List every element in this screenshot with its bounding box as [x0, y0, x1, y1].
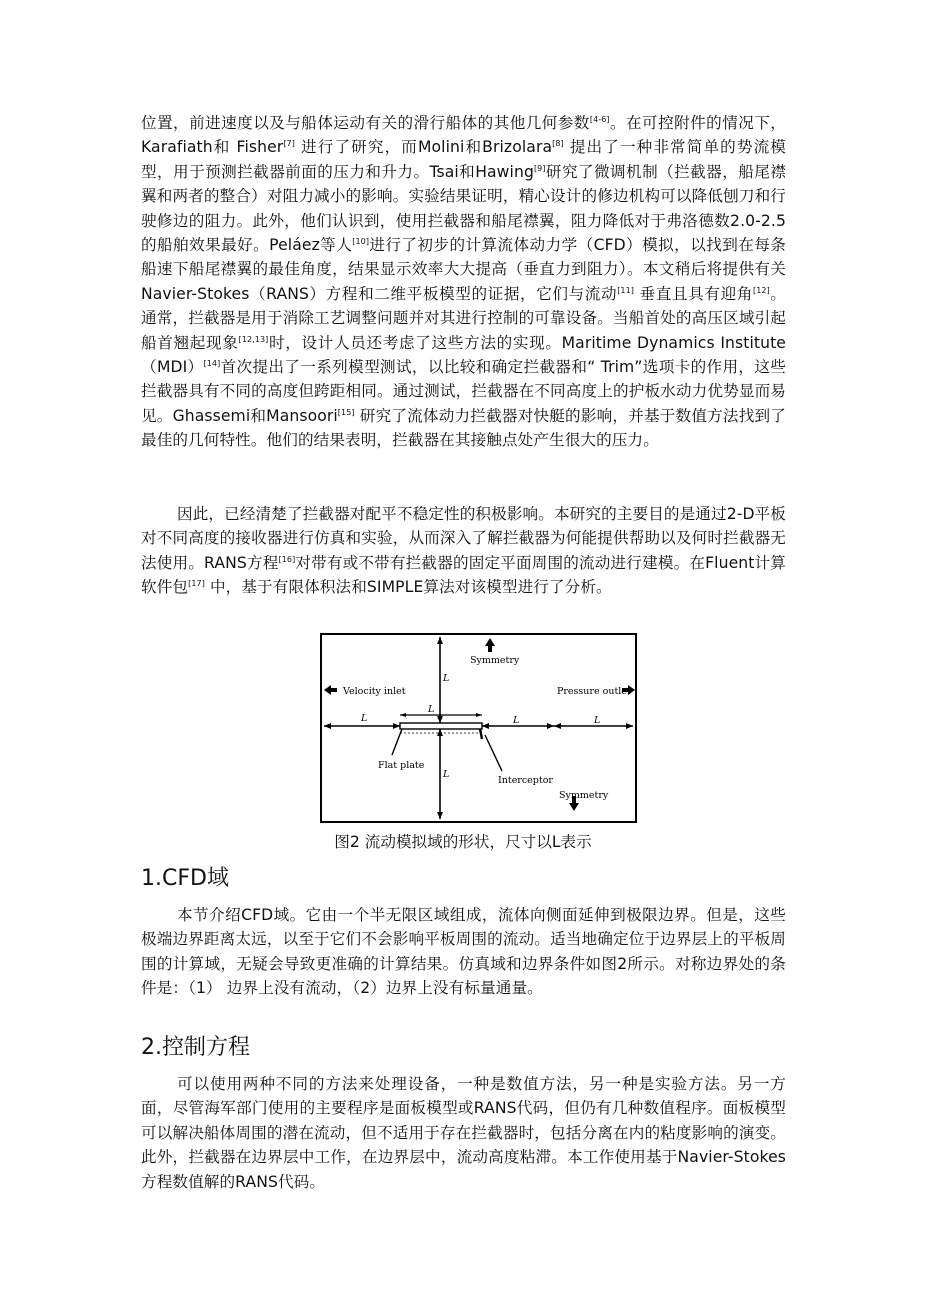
arrowhead [393, 723, 400, 729]
symmetry-top-label: Symmetry [470, 655, 520, 666]
dimension-label-L: L [443, 673, 450, 684]
arrowhead [437, 812, 443, 819]
arrow-up-icon [485, 638, 495, 652]
text-span: 位置，前进速度以及与船体运动有关的滑行船体的其他几何参数 [141, 114, 590, 132]
text-span: 时，设计人员还考虑了这些方法的实现。Maritime Dynamics Institute（MDI） [141, 333, 786, 377]
arrowhead [547, 723, 554, 729]
dimension-label-L: L [428, 704, 435, 715]
citation: [9] [533, 163, 546, 173]
text-span: 因此，已经清楚了拦截器对配平不稳定性的积极影响。本研究的主要目的是通过2-D平板对不同高度的接收器进行仿真和实验，从而深入了解拦截器为何能提供帮助以及何时拦截器无法使用。RANS方程 [141, 505, 786, 572]
flat-plate-label: Flat plate [378, 760, 425, 771]
citation: [7] [283, 139, 295, 149]
text-span: 中，基于有限体积法和SIMPLE算法对该模型进行了分析。 [204, 578, 612, 597]
paragraph-cfd-domain: 本节介绍CFD域。它由一个半无限区域组成，流体向侧面延伸到极限边界。但是，这些极端边界距离太远，以至于它们不会影响平板周围的流动。适当地确定位于边界层上的平板周围的计算域，无疑会导致更准确的计算结果。仿真域和边界条件如图2所示。对称边界处的条件是：（1） 边界上没有流动，（2）边界上没有标量通量。 [141, 906, 786, 998]
text-span: 。通常，拦截器是用于消除工艺调整问题并对其进行控制的可靠设备。当船首处的高压区域引起船首翘起现象 [141, 284, 786, 352]
citation: [10] [352, 237, 370, 247]
section-heading-governing-equations: 2.控制方程 [141, 1035, 250, 1060]
citation: [4-6] [589, 115, 610, 124]
velocity-inlet-label: Velocity inlet [343, 686, 406, 697]
citation: [11] [617, 285, 635, 295]
pressure-outlet-label: Pressure outlet [557, 686, 631, 697]
citation: [12,13] [238, 334, 269, 344]
dimension-label-L: L [443, 769, 450, 780]
citation: [17] [188, 579, 205, 589]
arrowhead [626, 723, 633, 729]
citation: [16] [278, 554, 296, 564]
citation: [8] [552, 139, 564, 149]
dimension-label-L: L [594, 715, 601, 726]
text-span: 对带有或不带有拦截器的固定平面周围的流动进行建模。在Fluent计算软件包 [141, 553, 786, 597]
arrowhead [482, 723, 489, 729]
citation: [12] [752, 285, 770, 295]
text-span: 研究了微调机制（拦截器，船尾襟翼和两者的整合）对阻力减小的影响。实验结果证明，精心设计的修边机构可以降低刨刀和行驶修边的阻力。此外，他们认识到，使用拦截器和船尾襟翼，阻力降低对于弗洛德数2.0-2.5的船舶效果最好。Peláez等人 [141, 162, 786, 255]
citation: [15] [337, 407, 355, 417]
arrowhead [324, 723, 331, 729]
arrowhead [554, 723, 561, 729]
interceptor-label: Interceptor [498, 775, 553, 786]
figure-caption: 图2 流动模拟域的形状，尺寸以L表示 [334, 833, 592, 851]
paragraph-objective [141, 502, 786, 600]
citation: [14] [203, 359, 221, 369]
arrow-left-icon [324, 685, 337, 695]
text-span: 。在可控附件的情况下，Karafiath和 Fisher [141, 114, 786, 157]
arrowhead [437, 729, 443, 736]
text-span: 提出了一种非常简单的势流模型，用于预测拦截器前面的压力和升力。Tsai和Hawing [141, 138, 786, 181]
dimension-label-L: L [513, 715, 520, 726]
arrowhead [400, 713, 406, 717]
interceptor-leader [485, 735, 502, 771]
interceptor-shape [480, 729, 482, 739]
text-span: 进行了研究，而Molini和Brizolara [294, 138, 553, 157]
text-span: 研究了流体动力拦截器对快艇的影响，并基于数值方法找到了最佳的几何特性。他们的结果表明，拦截器在其接触点处产生很大的压力。 [141, 406, 786, 450]
arrowhead [437, 716, 443, 723]
figure-domain-diagram [320, 633, 637, 823]
section-heading-cfd-domain: 1.CFD域 [141, 866, 229, 891]
domain-diagram-svg [322, 635, 635, 821]
flat-plate-leader [392, 729, 402, 755]
text-span: 进行了初步的计算流体动力学（CFD）模拟，以找到在每条船速下船尾襟翼的最佳角度，结果显示效率大大提高（垂直力到阻力）。本文稍后将提供有关Navier-Stokes（RANS）方程和二维平板模型的证据，它们与流动 [141, 236, 786, 303]
text-span: 垂直且具有迎角 [634, 284, 753, 303]
text-span: 首次提出了一系列模型测试，以比较和确定拦截器和“ Trim”选项卡的作用，这些拦截器具有不同的高度但跨距相同。通过测试，拦截器在不同高度上的护板水动力优势显而易见。Ghassemi和Mansoori [141, 358, 786, 425]
dimension-label-L: L [361, 713, 368, 724]
paragraph-intro [141, 111, 786, 453]
paragraph-governing-equations: 可以使用两种不同的方法来处理设备，一种是数值方法，另一种是实验方法。另一方面，尽管海军部门使用的主要程序是面板模型或RANS代码，但仍有几种数值程序。面板模型可以解决船体周围的潜在流动，但不适用于存在拦截器时，包括分离在内的粘度影响的演变。此外，拦截器在边界层中工作，在边界层中，流动高度粘滞。本工作使用基于Navier-Stokes方程数值解的RANS代码。 [141, 1075, 786, 1191]
arrowhead [476, 713, 482, 717]
symmetry-bottom-label: Symmetry [559, 790, 609, 801]
flat-plate-shape [400, 723, 482, 729]
arrowhead [437, 637, 443, 644]
